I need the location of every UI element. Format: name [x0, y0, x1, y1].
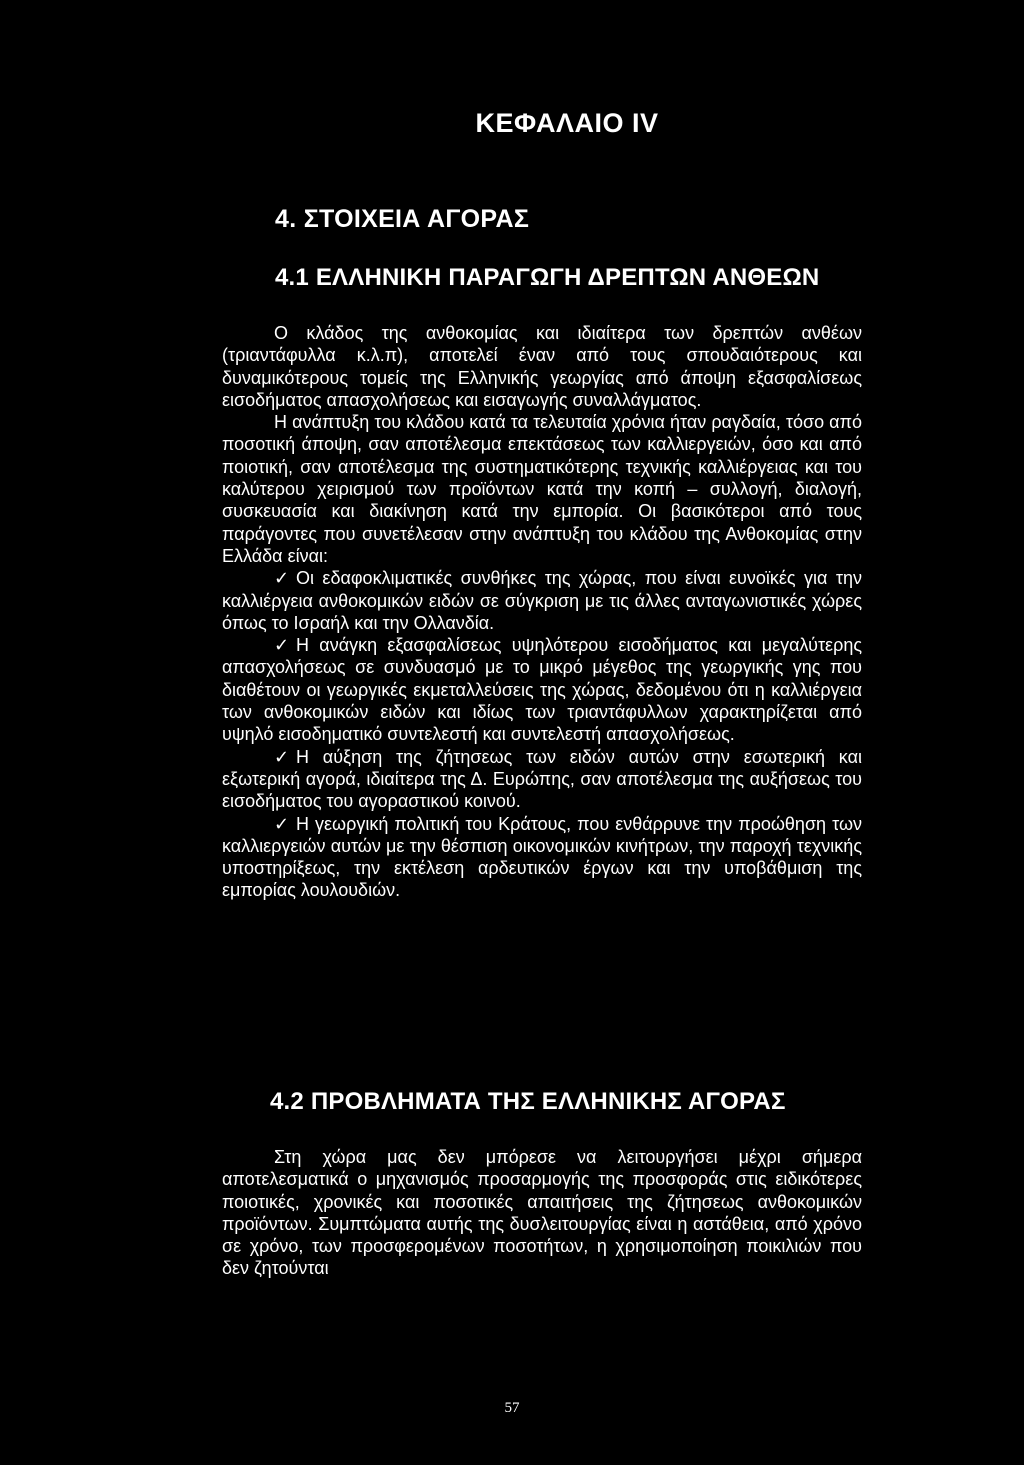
subsection-1-body [222, 322, 862, 902]
checkmark-icon: ✓ [274, 568, 290, 589]
bullet-text: Η ανάγκη εξασφαλίσεως υψηλότερου εισοδήματος και μεγαλύτερης απασχολήσεως σε συνδυασμό με το μικρό μέγεθος της γεωργικής γης που διαθέτουν οι γεωργικές εκμεταλλεύσεις της χώρας, δεδομένου ότι η καλλιέργεια των ανθοκομικών ειδών και ιδίως των τριαντάφυλλων χαρακτηρίζεται από υψηλό εισοδηματικό συντελεστή και συντελεστή απασχολήσεως. [222, 635, 862, 745]
bullet-item-income [222, 634, 862, 745]
chapter-title: ΚΕΦΑΛΑΙΟ IV [475, 108, 659, 138]
paragraph-market-problems: Στη χώρα μας δεν μπόρεσε να λειτουργήσει μέχρι σήμερα αποτελεσματικά ο μηχανισμός προσαρμογής της προσφοράς στις ειδικότερες ποιοτικές, χρονικές και ποσοτικές απαιτήσεις της ζήτησεως ανθοκομικών προϊόντων. Συμπτώματα αυτής της δυσλειτουργίας είναι η αστάθεια, από χρόνο σε χρόνο, των προσφερομένων ποσοτήτων, η χρησιμοποίηση ποικιλιών που δεν ζητούνται [222, 1147, 862, 1279]
bullet-item-policy [222, 813, 862, 902]
checkmark-icon: ✓ [274, 813, 290, 834]
subsection-2-body [222, 1146, 862, 1280]
bullet-item-demand [222, 746, 862, 813]
bullet-text: Οι εδαφοκλιματικές συνθήκες της χώρας, που είναι ευνοϊκές για την καλλιέργεια ανθοκομικών ειδών σε σύγκριση με τις άλλες ανταγωνιστικές χώρες όπως το Ισραήλ και την Ολλανδία. [222, 568, 862, 633]
page-number: 57 [504, 1400, 520, 1416]
bullet-item-climate [222, 567, 862, 634]
paragraph-development: Η ανάπτυξη του κλάδου κατά τα τελευταία χρόνια ήταν ραγδαία, τόσο από ποσοτική άποψη, σαν αποτέλεσμα επεκτάσεως των καλλιεργειών, όσο και από ποιοτική, σαν αποτέλεσμα της συστηματικότερης τεχνικής καλλιέργειας και του καλύτερου χειρισμού των προϊόντων κατά την κοπή – συλλογή, διαλογή, συσκευασία και διακίνηση κατά την εμπορία. Οι βασικότεροι από τους παράγοντες που συνετέλεσαν στην ανάπτυξη του κλάδου της Ανθοκομίας στην Ελλάδα είναι: [222, 412, 862, 566]
section-title: 4. ΣΤΟΙΧΕΙΑ ΑΓΟΡΑΣ [275, 205, 530, 233]
subsection-1-title: 4.1 ΕΛΛΗΝΙΚΗ ΠΑΡΑΓΩΓΗ ΔΡΕΠΤΩΝ ΑΝΘΕΩΝ [275, 264, 820, 291]
bullet-text: Η αύξηση της ζήτησεως των ειδών αυτών στην εσωτερική και εξωτερική αγορά, ιδιαίτερα της Δ. Ευρώπης, σαν αποτέλεσμα της αυξήσεως του εισοδήματος του αγοραστικού κοινού. [222, 746, 862, 812]
checkmark-icon: ✓ [274, 635, 290, 656]
bullet-text: Η γεωργική πολιτική του Κράτους, που ενθάρρυνε την προώθηση των καλλιεργειών αυτών με την θέσπιση οικονομικών κινήτρων, την παροχή τεχνικής υποστηρίξεως, την εκτέλεση αρδευτικών έργων και την υποβάθμιση της εμπορίας λουλουδιών. [222, 813, 862, 901]
checkmark-icon: ✓ [274, 746, 290, 767]
subsection-2-title: 4.2 ΠΡΟΒΛΗΜΑΤΑ ΤΗΣ ΕΛΛΗΝΙΚΗΣ ΑΓΟΡΑΣ [270, 1088, 786, 1115]
paragraph-intro: Ο κλάδος της ανθοκομίας και ιδιαίτερα των δρεπτών ανθέων (τριαντάφυλλα κ.λ.π), αποτελεί έναν από τους σπουδαιότερους και δυναμικότερους τομείς της Ελληνικής γεωργίας από άποψη εξασφαλίσεως εισοδήματος απασχολήσεως και εισαγωγής συναλλάγματος. [222, 323, 862, 410]
